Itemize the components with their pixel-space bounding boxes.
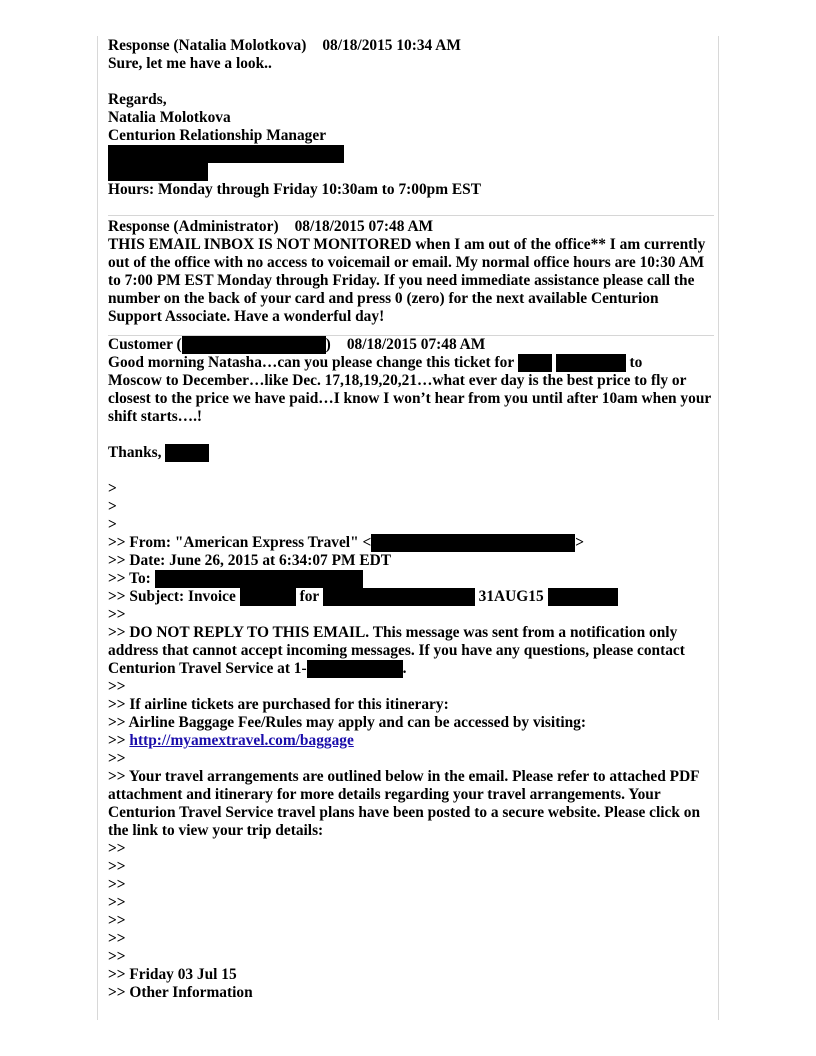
customer-message [108, 336, 714, 462]
quoted-friday: >> Friday 03 Jul 15 [108, 966, 237, 983]
redaction-block [307, 660, 403, 678]
quoted-noreply: >> DO NOT REPLY TO THIS EMAIL. This message was sent from a notification only address that cannot accept incoming messages. If you have any questions, please contact Centurion Travel Service at 1- . [108, 624, 685, 677]
quote-marker: >> [108, 948, 126, 965]
quoted-subject: >> Subject: Invoice for 31AUG15 [108, 588, 714, 606]
quote-marker: >> [108, 876, 126, 893]
customer-body-line: Good morning Natasha…can you please change this ticket for to [108, 354, 643, 371]
quoted-email [108, 480, 714, 1002]
customer-timestamp: 08/18/2015 07:48 AM [346, 336, 486, 353]
customer-body: Moscow to December…like Dec. 17,18,19,20,21…what ever day is the best price to fly or closest to the price we have paid…I know I won’t hear from you until after 10am when your shift starts….! [108, 372, 711, 425]
redaction-block [371, 534, 575, 552]
quoted-from: >> From: "American Express Travel" < > [108, 534, 585, 551]
signature-title: Centurion Relationship Manager [108, 127, 327, 144]
quoted-date: >> Date: June 26, 2015 at 6:34:07 PM EDT [108, 552, 391, 569]
frame-right-border [718, 36, 719, 1020]
quote-marker: > [108, 480, 117, 497]
response-header: Response (Administrator) 08/18/2015 07:48 AM [108, 218, 434, 235]
signature-regards: Regards, [108, 91, 167, 108]
frame-left-border [97, 36, 98, 1020]
redaction-block [240, 588, 296, 606]
customer-thanks: Thanks, [108, 444, 714, 462]
message-separator [108, 215, 714, 216]
redaction-block [108, 163, 208, 181]
response-administrator [108, 218, 714, 326]
redaction-block [518, 354, 552, 372]
response-body: Sure, let me have a look.. [108, 55, 272, 72]
response-header: Response (Natalia Molotkova) 08/18/2015 10:34 AM [108, 37, 461, 54]
customer-header: Customer ( ) 08/18/2015 07:48 AM [108, 336, 486, 353]
quoted-to: >> To: [108, 570, 714, 588]
quoted-airline: >> If airline tickets are purchased for this itinerary: [108, 696, 449, 713]
quote-marker: >> [108, 858, 126, 875]
redaction-block [108, 145, 344, 163]
response-timestamp: 08/18/2015 07:48 AM [294, 218, 434, 235]
redaction-block [556, 354, 626, 372]
redaction-block [165, 444, 209, 462]
response-timestamp: 08/18/2015 10:34 AM [322, 37, 461, 54]
redaction-block [548, 588, 618, 606]
quoted-link-line: >> http://myamextravel.com/baggage [108, 732, 354, 749]
response-natalia [108, 37, 714, 199]
quote-marker: > [108, 516, 117, 533]
quoted-arrangements: >> Your travel arrangements are outlined below in the email. Please refer to attached PDF attachment and itinerary for more details regarding your travel arrangements. Your Centurion Travel Service travel plans have been posted to a secure website. Please click on the link to view your trip details: [108, 768, 701, 839]
redaction-block [182, 336, 326, 354]
quote-marker: >> [108, 750, 126, 767]
ticket-thread [108, 37, 714, 1002]
signature-name: Natalia Molotkova [108, 109, 231, 126]
quote-marker: >> [108, 894, 126, 911]
quoted-baggage: >> Airline Baggage Fee/Rules may apply and can be accessed by visiting: [108, 714, 586, 731]
quote-marker: >> [108, 912, 126, 929]
response-body: THIS EMAIL INBOX IS NOT MONITORED when I am out of the office** I am currently out of the office with no access to voicemail or email. My normal office hours are 10:30 AM to 7:00 PM EST Monday through Friday. If you need immediate assistance please call the number on the back of your card and press 0 (zero) for the next available Centurion Support Associate. Have a wonderful day! [108, 236, 706, 325]
redaction-block [323, 588, 475, 606]
baggage-link[interactable]: http://myamextravel.com/baggage [129, 732, 354, 749]
signature-hours: Hours: Monday through Friday 10:30am to 7:00pm EST [108, 181, 481, 198]
redaction-block [155, 570, 363, 588]
quote-marker: >> [108, 930, 126, 947]
quote-marker: >> [108, 840, 126, 857]
quote-marker: >> [108, 606, 126, 623]
quote-marker: >> [108, 678, 126, 695]
quoted-other-info: >> Other Information [108, 984, 253, 1001]
quote-marker: > [108, 498, 117, 515]
